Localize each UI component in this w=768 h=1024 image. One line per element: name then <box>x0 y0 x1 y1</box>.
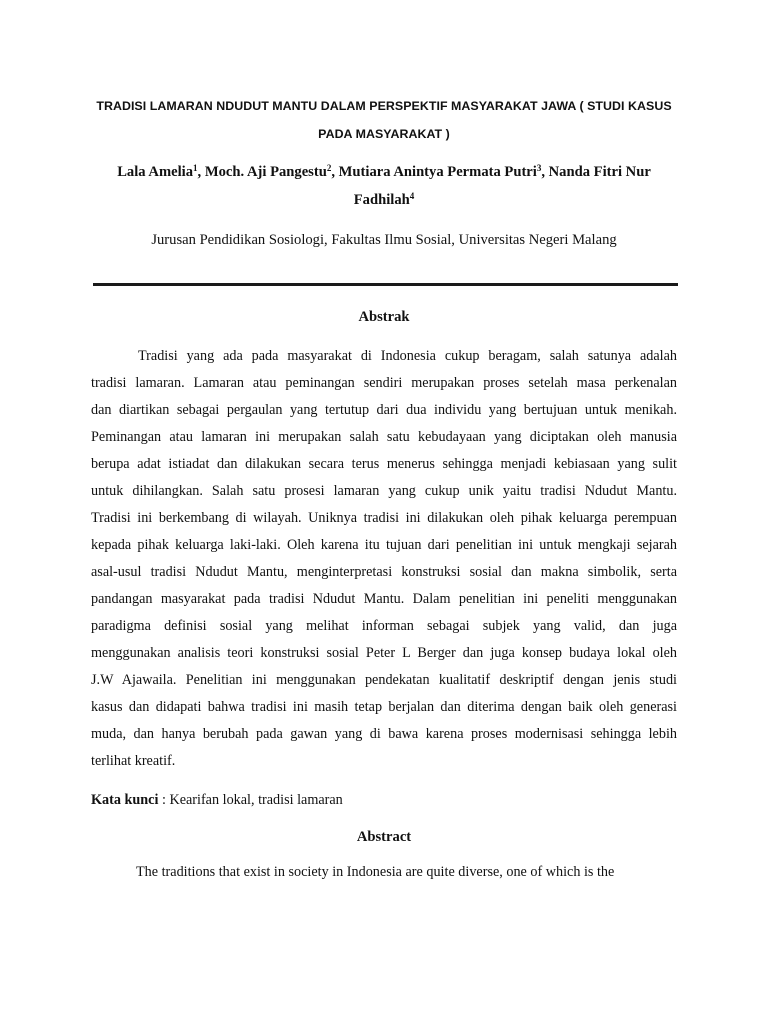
abstrak-line: kasus dan didapati bahwa tradisi ini masih tetap berjalan dan diterima dengan baik oleh generasi <box>91 699 677 715</box>
author-name: Lala Amelia <box>117 164 194 180</box>
author-separator: , <box>331 164 339 180</box>
author-superscript: 1 <box>193 163 198 173</box>
title-line: TRADISI LAMARAN NDUDUT MANTU DALAM PERSPEKTIF MASYARAKAT JAWA ( STUDI KASUS <box>96 99 672 113</box>
abstrak-line: Peminangan atau lamaran ini merupakan salah satu kebudayaan yang diciptakan oleh manusia <box>91 429 677 445</box>
paper-title <box>80 92 688 148</box>
abstrak-line: pandangan masyarakat pada tradisi Ndudut Mantu. Dalam penelitian ini peneliti menggunakan <box>91 591 677 607</box>
abstract-heading: Abstract <box>356 829 412 845</box>
abstrak-line: paradigma definisi sosial yang melihat informan sebagai subjek yang valid, dan juga <box>91 618 677 634</box>
keywords-separator: : <box>158 792 170 808</box>
abstrak-line: menggunakan analisis teori konstruksi sosial Peter L Berger dan juga konsep budaya lokal oleh <box>91 645 677 661</box>
abstrak-line: Tradisi ini berkembang di wilayah. Uniknya tradisi ini dilakukan oleh pihak keluarga perempuan <box>91 510 677 526</box>
author-superscript: 3 <box>536 163 542 173</box>
abstrak-line: tradisi lamaran. Lamaran atau peminangan sendiri merupakan proses setelah masa perkenalan <box>91 375 677 391</box>
abstrak-body <box>91 343 677 775</box>
title-line: PADA MASYARAKAT ) <box>318 127 450 141</box>
author-line <box>80 158 688 186</box>
author-name: Moch. Aji Pangestu <box>204 164 327 180</box>
author-separator: , <box>197 164 205 180</box>
keywords-line <box>91 789 677 811</box>
abstrak-line: terlihat kreatif. <box>91 753 176 769</box>
horizontal-divider <box>93 283 678 286</box>
abstrak-line: dan diartikan sebagai pergaulan yang tertutup dari dua individu yang bertujuan untuk menikah. <box>91 402 677 418</box>
abstrak-heading: Abstrak <box>358 309 410 325</box>
abstrak-line: asal-usul tradisi Ndudut Mantu, menginterpretasi konstruksi sosial dan makna simbolik, serta <box>91 564 677 580</box>
abstrak-line: untuk dihilangkan. Salah satu prosesi lamaran yang cukup unik yaitu tradisi Ndudut Mantu. <box>91 483 677 499</box>
abstract-english-line: The traditions that exist in society in Indonesia are quite diverse, one of which is the <box>136 864 615 880</box>
author-line <box>80 186 688 214</box>
author-affiliation: Jurusan Pendidikan Sosiologi, Fakultas Ilmu Sosial, Universitas Negeri Malang <box>151 232 617 248</box>
abstrak-line: berupa adat istiadat dan dilakukan secara terus menerus sehingga menjadi kebiasaan yang sulit <box>91 456 677 472</box>
abstrak-line: muda, dan hanya berubah pada gawan yang di bawa karena proses modernisasi sehingga lebih <box>91 726 677 742</box>
author-name: Fadhilah <box>353 192 410 208</box>
author-superscript: 4 <box>409 191 415 201</box>
author-list <box>80 158 688 214</box>
author-separator: , <box>541 164 549 180</box>
keywords-value: Kearifan lokal, tradisi lamaran <box>169 792 343 808</box>
abstract-english-body <box>91 860 677 884</box>
abstrak-line: kepada pihak keluarga laki-laki. Oleh karena itu tujuan dari penelitian ini untuk mengkaji sejarah <box>91 537 677 553</box>
author-name: Mutiara Anintya Permata Putri <box>338 164 537 180</box>
abstrak-line: J.W Ajawaila. Penelitian ini menggunakan pendekatan kualitatif deskriptif dengan jenis studi <box>91 672 677 688</box>
author-name: Nanda Fitri Nur <box>548 164 651 180</box>
keywords-label: Kata kunci <box>91 792 159 808</box>
abstrak-line: Tradisi yang ada pada masyarakat di Indonesia cukup beragam, salah satunya adalah <box>138 348 677 364</box>
author-superscript: 2 <box>326 163 332 173</box>
